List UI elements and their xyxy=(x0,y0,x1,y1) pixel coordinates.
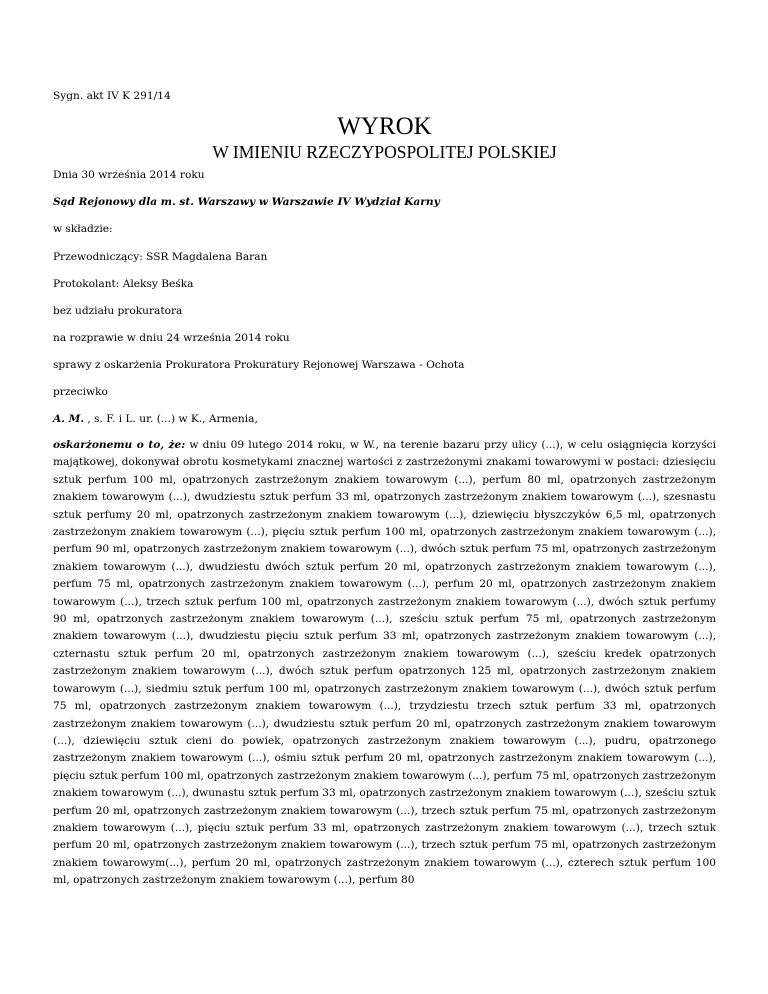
composition-label: w składzie: xyxy=(53,223,113,235)
defendant-details: , s. F. i L. ur. (...) w K., Armenia, xyxy=(84,413,258,425)
charge-text: w dniu 09 lutego 2014 roku, w W., na terenie bazaru przy ulicy (...), w celu osiągnięcia korzyści majątkowej, dokonywał obrotu kosmetykami znacznej wartości z zastrzeżonymi znakami towarowymi w postaci: dziesięciu sztuk perfum 100 ml, opatrzonych zastrzeżonym znakiem towarowym (...), perfum 80 ml, opatrzonych zastrzeżonym znakiem towarowym (...), dwudziestu sztuk perfum 33 ml, opatrzonych zastrzeżonym znakiem towarowym (...), szesnastu sztuk perfumy 20 ml, opatrzonych zastrzeżonym znakiem towarowym (...), dziewięciu błyszczyków 6,5 ml, opatrzonych zastrzeżonym znakiem towarowym (...), pięciu sztuk perfum 100 ml, opatrzonych zastrzeżonym znakiem towarowym (...), perfum 90 ml, opatrzonych zastrzeżonym znakiem towarowym (...), dwóch sztuk perfum 75 ml, opatrzonych zastrzeżonym znakiem towarowym (...), dwudziestu dwóch sztuk perfum 20 ml, opatrzonych zastrzeżonym znakiem towarowym (...), perfum 75 ml, opatrzonych zastrzeżonym znakiem towarowym (...), perfum 20 ml, opatrzonych zastrzeżonym znakiem towarowym (...), trzech sztuk perfum 100 ml, opatrzonych zastrzeżonym znakiem towarowym (...), dwóch sztuk perfumy 90 ml, opatrzonych zastrzeżonym znakiem towarowym (...), sześciu sztuk perfum 75 ml, opatrzonych zastrzeżonym znakiem towarowym (...), dwudziestu pięciu sztuk perfum 33 ml, opatrzonych zastrzeżonym znakiem towarowym (...), czternastu sztuk perfum 20 ml, opatrzonych zastrzeżonym znakiem towarowym (...), sześciu kredek opatrzonych zastrzeżonym znakiem towarowym (...), dwóch sztuk perfum opatrzonych 125 ml, opatrzonych zastrzeżonym znakiem towarowym (...), siedmiu sztuk perfum 100 ml, opatrzonych zastrzeżonym znakiem towarowym (...), dwóch sztuk perfum 75 ml, opatrzonych zastrzeżonym znakiem towarowym (...), trzydziestu trzech sztuk perfum 33 ml, opatrzonych zastrzeżonym znakiem towarowym (...), dwudziestu sztuk perfum 20 ml, opatrzonych zastrzeżonym znakiem towarowym (...), dziewięciu sztuk cieni do powiek, opatrzonych zastrzeżonym znakiem towarowym (...), pudru, opatrzonego zastrzeżonym znakiem towarowym (...), ośmiu sztuk perfum 20 ml, opatrzonych zastrzeżonym znakiem towarowym (...), pięciu sztuk perfum 100 ml, opatrzonych zastrzeżonym znakiem towarowym (...), perfum 75 ml, opatrzonych zastrzeżonym znakiem towarowym (...), dwunastu sztuk perfum 33 ml, opatrzonych zastrzeżonym znakiem towarowym (...), sześciu sztuk perfum 20 ml, opatrzonych zastrzeżonym znakiem towarowym (...), trzech sztuk perfum 75 ml, opatrzonych zastrzeżonym znakiem towarowym (...), pięciu sztuk perfum 33 ml, opatrzonych zastrzeżonym znakiem towarowym (...), trzech sztuk perfum 20 ml, opatrzonych zastrzeżonym znakiem towarowym (...), trzech sztuk perfum 75 ml, opatrzonych zastrzeżonym znakiem towarowym(...), perfum 20 ml, opatrzonych zastrzeżonym znakiem towarowym (...), czterech sztuk perfum 100 ml, opatrzonych zastrzeżonym znakiem towarowym (...), perfum 80 xyxy=(53,439,716,887)
date-line: Dnia 30 września 2014 roku xyxy=(53,169,205,181)
prosecutor-note: bez udziału prokuratora xyxy=(53,305,183,317)
case-number: Sygn. akt IV K 291/14 xyxy=(53,90,171,102)
defendant-line xyxy=(53,412,258,426)
against-label: przeciwko xyxy=(53,386,108,398)
chair-line: Przewodniczący: SSR Magdalena Baran xyxy=(53,251,268,263)
case-from-line: sprawy z oskarżenia Prokuratora Prokuratury Rejonowej Warszawa - Ochota xyxy=(53,359,465,371)
charge-label: oskarżonemu o to, że: xyxy=(53,439,186,451)
hearing-line: na rozprawie w dniu 24 września 2014 roku xyxy=(53,332,290,344)
court-name: Sąd Rejonowy dla m. st. Warszawy w Warszawie IV Wydział Karny xyxy=(53,196,440,208)
document-subtitle: W IMIENIU RZECZYPOSPOLITEJ POLSKIEJ xyxy=(212,142,557,162)
defendant-name: A. M. xyxy=(53,413,85,425)
charge-paragraph xyxy=(53,437,716,977)
document-title: WYROK xyxy=(337,113,432,140)
clerk-line: Protokolant: Aleksy Beśka xyxy=(53,278,194,290)
